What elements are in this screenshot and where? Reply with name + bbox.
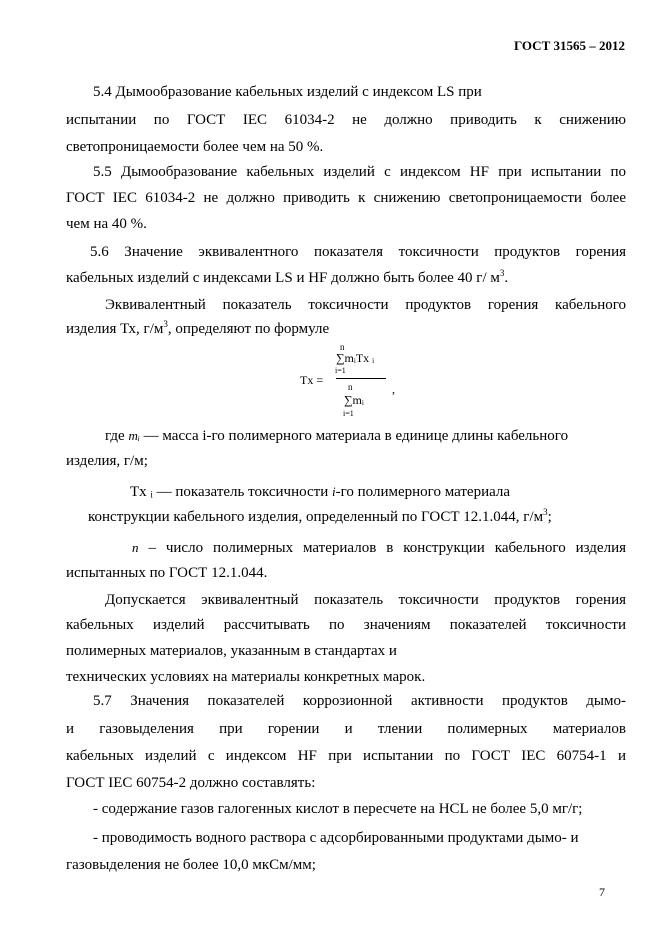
- paragraph-line: - проводимость водного раствора с адсорбированными продуктами дымо- и: [93, 830, 579, 846]
- paragraph-line: кабельных изделий рассчитывать по значениям показателей токсичности: [66, 617, 626, 633]
- symbol-i: i: [332, 484, 336, 499]
- paragraph-line: и газовыделения при горении и тлении полимерных материалов: [66, 721, 626, 737]
- paragraph-line: 5.5 Дымообразование кабельных изделий с индексом HF при испытании по: [93, 164, 626, 180]
- page-number: 7: [599, 885, 605, 899]
- text-fragment: изделия Тх, г/м: [66, 321, 164, 337]
- formula-comma: ,: [392, 382, 395, 396]
- formula-lhs: Tx =: [300, 373, 324, 387]
- symbol-n: n: [132, 540, 139, 555]
- paragraph-line: Эквивалентный показатель токсичности продуктов горения кабельного: [105, 297, 626, 313]
- superscript: 3: [543, 507, 548, 517]
- paragraph-line: [132, 539, 626, 557]
- paragraph-line: светопроницаемости более чем на 50 %.: [66, 139, 324, 155]
- paragraph-line: испытании по ГОСТ IEC 61034-2 не должно приводить к снижению: [66, 112, 626, 128]
- formula-den-sum: ∑mᵢ: [344, 393, 364, 407]
- text-fragment: кабельных изделий с индексами LS и HF должно быть более 40 г/ м: [66, 270, 500, 286]
- superscript: 3: [499, 268, 505, 278]
- paragraph-line: полимерных материалов, указанным в стандартах и: [66, 643, 397, 659]
- paragraph-line: газовыделения не более 10,0 мкСм/мм;: [66, 857, 316, 873]
- text-fragment: — масса i-го полимерного материала в единице длины кабельного: [143, 428, 569, 444]
- paragraph-line: [88, 509, 626, 526]
- text-fragment: – число полимерных материалов в конструкции кабельного изделия: [148, 540, 627, 556]
- text-fragment: конструкции кабельного изделия, определенный по ГОСТ 12.1.044, г/м: [88, 509, 544, 525]
- paragraph-line: [130, 483, 626, 501]
- toxicity-formula: [300, 342, 400, 424]
- symbol-txi: Tx ᵢ: [130, 484, 153, 500]
- paragraph-line: [66, 270, 626, 287]
- paragraph-line: [66, 321, 626, 338]
- paragraph-line: 5.4 Дымообразование кабельных изделий с индексом LS при: [93, 84, 482, 100]
- text-fragment: , определяют по формуле: [167, 321, 330, 337]
- paragraph-line: ГОСТ IEC 60754-2 должно составлять:: [66, 775, 316, 791]
- paragraph-line: - содержание газов галогенных кислот в пересчете на HCL не более 5,0 мг/г;: [93, 801, 583, 817]
- superscript: 3: [163, 319, 168, 329]
- paragraph-line: ГОСТ IEC 61034-2 не должно приводить к снижению светопроницаемости более: [66, 190, 626, 206]
- paragraph-line: 5.6 Значение эквивалентного показателя токсичности продуктов горения: [90, 244, 626, 260]
- formula-num-n: n: [340, 342, 345, 352]
- formula-num-i: i=1: [335, 366, 346, 375]
- text-fragment: -го полимерного материала: [335, 484, 511, 500]
- formula-den-i: i=1: [343, 409, 354, 418]
- text-fragment: где: [105, 428, 125, 444]
- fraction-line: [336, 378, 386, 379]
- paragraph-line: кабельных изделий с индексом HF при испытании по ГОСТ IEC 60754-1 и: [66, 748, 626, 764]
- text-fragment: ;: [547, 509, 552, 525]
- paragraph-line: изделия, г/м;: [66, 453, 148, 469]
- text-fragment: .: [504, 270, 509, 286]
- paragraph-line: испытанных по ГОСТ 12.1.044.: [66, 565, 268, 581]
- paragraph-line: технических условиях на материалы конкретных марок.: [66, 669, 426, 685]
- formula-den-n: n: [348, 382, 353, 392]
- document-header: ГОСТ 31565 – 2012: [513, 38, 625, 53]
- paragraph-line: Допускается эквивалентный показатель токсичности продуктов горения: [105, 592, 626, 608]
- paragraph-line: чем на 40 %.: [66, 216, 147, 232]
- text-fragment: — показатель токсичности: [156, 484, 329, 500]
- symbol-mi: mᵢ: [128, 428, 140, 443]
- formula-num-sum: ∑mᵢTx ᵢ: [336, 351, 375, 365]
- paragraph-line: [105, 427, 626, 445]
- paragraph-line: 5.7 Значения показателей коррозионной активности продуктов дымо-: [93, 693, 626, 709]
